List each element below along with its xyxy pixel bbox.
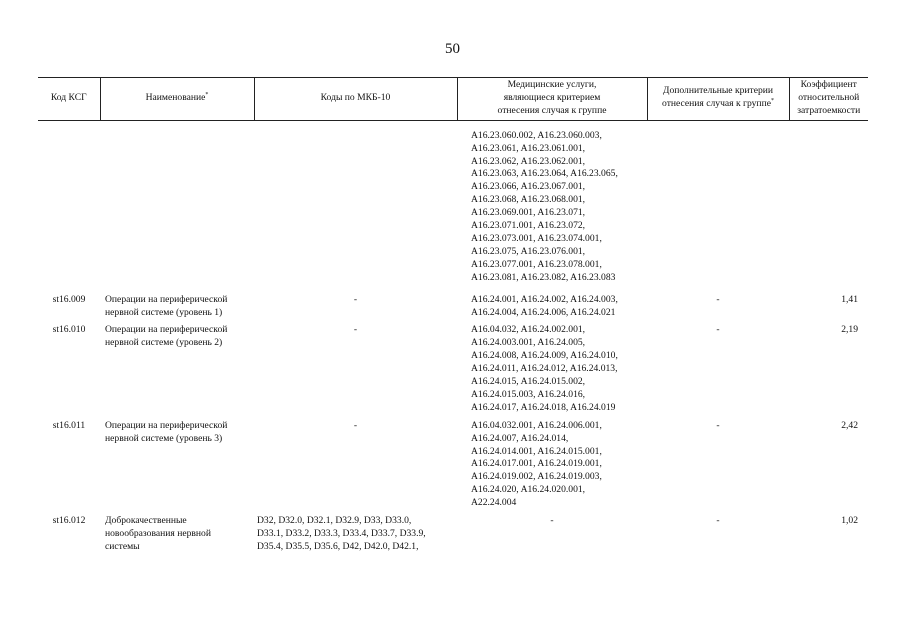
ksg-code: st16.011 bbox=[52, 419, 86, 431]
coefficient: 2,19 bbox=[841, 324, 858, 336]
ksg-name: Операции на периферической нервной системе (уровень 3) bbox=[105, 419, 228, 444]
page-number: 50 bbox=[445, 41, 460, 57]
ksg-table bbox=[38, 77, 868, 554]
icd-codes: - bbox=[353, 324, 358, 336]
coefficient: 1,02 bbox=[841, 515, 858, 527]
extra-criteria: - bbox=[716, 324, 720, 336]
continuation-services: A16.23.060.002, A16.23.060.003, A16.23.061, A16.23.061.001, A16.23.062, A16.23.062.001, A16.23.063, A16.23.064, A16.23.065, A16.23.066, A16.23.067.001, A16.23.068, A16.23.068.001, A16.23.069.001, A16.23.071, A16.23.071.001, A16.23.072, A16.23.073.001, A16.23.074.001, A16.23.075, A16.23.076.001, A16.23.077.001, A16.23.078.001, A16.23.081, A16.23.082, A16.23.083 bbox=[471, 129, 618, 283]
table-row bbox=[38, 415, 868, 510]
header-services: Медицинские услуги, являющиеся критерием отнесения случая к группе bbox=[457, 78, 647, 121]
medical-services: - bbox=[550, 515, 554, 527]
ksg-code: st16.010 bbox=[52, 324, 86, 336]
ksg-name: Доброкачественные новообразования нервной системы bbox=[105, 515, 211, 552]
icd-codes: - bbox=[353, 293, 358, 305]
table-row bbox=[38, 510, 868, 554]
ksg-code: st16.012 bbox=[52, 515, 86, 527]
ksg-code: st16.009 bbox=[52, 293, 86, 305]
header-criteria-mark: * bbox=[770, 98, 774, 105]
ksg-name: Операции на периферической нервной системе (уровень 1) bbox=[105, 293, 228, 318]
medical-services: A16.24.001, A16.24.002, A16.24.003, A16.24.004, A16.24.006, A16.24.021 bbox=[471, 293, 618, 318]
table-row bbox=[38, 319, 868, 414]
icd-codes: D32, D32.0, D32.1, D32.9, D33, D33.0, D33.1, D33.2, D33.3, D33.4, D33.7, D33.9, D35.4, D35.5, D35.6, D42, D42.0, D42.1, bbox=[257, 515, 426, 552]
header-criteria: Дополнительные критерии отнесения случая к группе* bbox=[647, 78, 789, 121]
table-header-row bbox=[38, 78, 868, 121]
icd-codes: - bbox=[353, 419, 358, 431]
extra-criteria: - bbox=[716, 293, 720, 305]
header-code: Код КСГ bbox=[38, 78, 100, 121]
table-row-continuation bbox=[38, 120, 868, 288]
ksg-name: Операции на периферической нервной системе (уровень 2) bbox=[105, 324, 228, 349]
header-icd: Коды по МКБ-10 bbox=[254, 78, 457, 121]
header-coefficient: Коэффициент относительной затратоемкости bbox=[789, 78, 868, 121]
header-name-mark: * bbox=[205, 91, 209, 98]
coefficient: 2,42 bbox=[841, 419, 858, 431]
coefficient: 1,41 bbox=[841, 293, 858, 305]
extra-criteria: - bbox=[716, 419, 720, 431]
table-row bbox=[38, 289, 868, 320]
header-name: Наименование* bbox=[100, 78, 254, 121]
extra-criteria: - bbox=[716, 515, 720, 527]
medical-services: A16.04.032.001, A16.24.006.001, A16.24.007, A16.24.014, A16.24.014.001, A16.24.015.001, A16.24.017.001, A16.24.019.001, A16.24.019.002, A16.24.019.003, A16.24.020, A16.24.020.001, A22.24.004 bbox=[471, 419, 602, 509]
medical-services: A16.04.032, A16.24.002.001, A16.24.003.001, A16.24.005, A16.24.008, A16.24.009, A16.24.010, A16.24.011, A16.24.012, A16.24.013, A16.24.015, A16.24.015.002, A16.24.015.003, A16.24.016, A16.24.017, A16.24.018, A16.24.019 bbox=[471, 324, 618, 413]
